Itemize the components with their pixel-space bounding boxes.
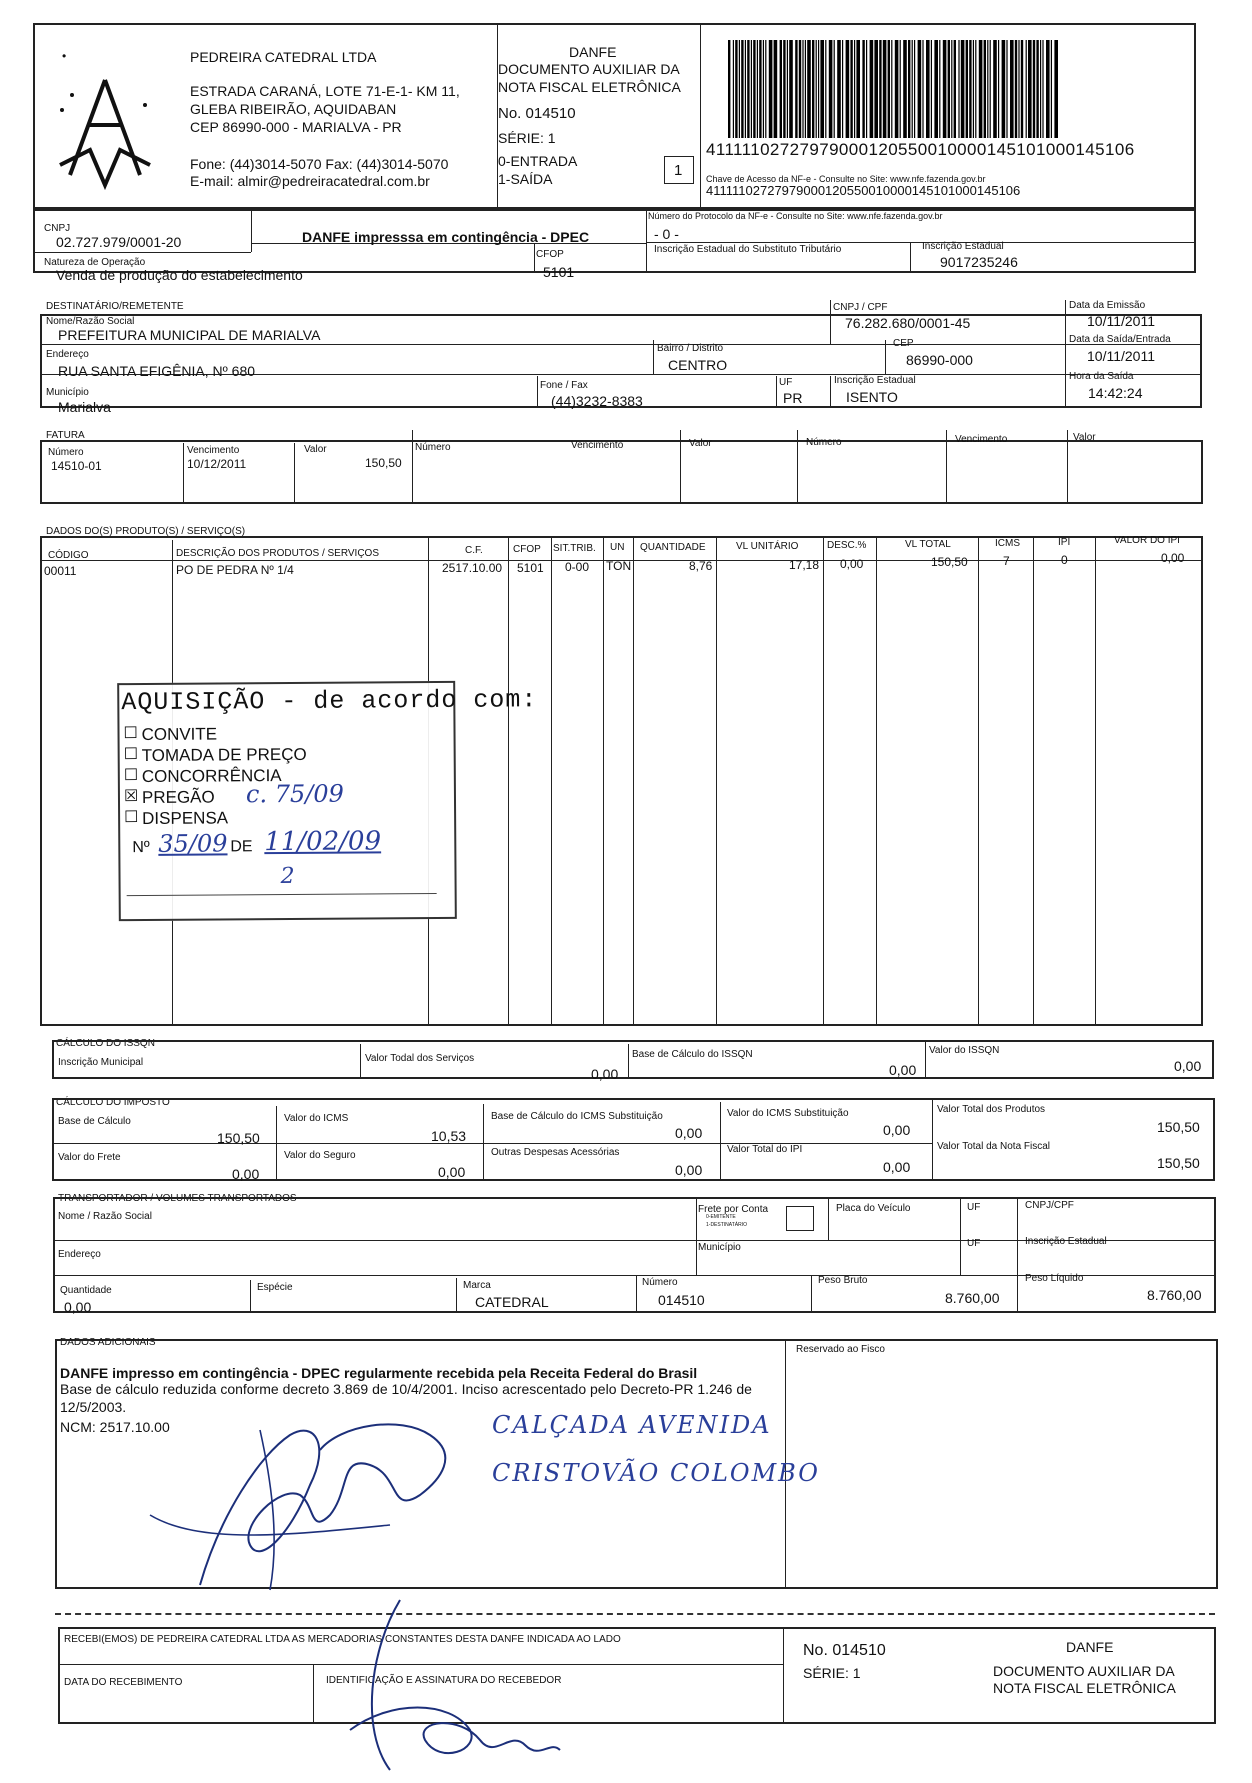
cell-total: 150,50 — [931, 555, 968, 569]
issuer-address-3: CEP 86990-000 - MARIALVA - PR — [190, 119, 402, 135]
barcode-bar — [1036, 40, 1038, 138]
district-label: Bairro / Distrito — [657, 343, 724, 354]
issqn-services: 0,00 — [591, 1066, 619, 1082]
freight-option-1: 1-DESTINATÁRIO — [706, 1222, 748, 1228]
barcode-bar — [922, 40, 923, 138]
barcode-bar — [943, 40, 947, 138]
barcode-bar — [908, 40, 910, 138]
barcode-bar — [966, 40, 968, 138]
logo-dot: • — [62, 49, 67, 63]
col-unit-value: VL UNITÁRIO — [736, 541, 799, 552]
barcode-bar — [1002, 40, 1006, 138]
access-key-label: Chave de Acesso da NF-e - Consulte no Site: www.nfe.fazenda.gov.br — [706, 174, 986, 184]
barcode-bar — [912, 40, 913, 138]
transport-section: TRANSPORTADOR / VOLUMES TRANSPORTADOS — [58, 1193, 297, 1204]
stamp-date: 11/02/09 — [264, 826, 382, 858]
barcode-bar — [1040, 40, 1041, 138]
transport-box — [53, 1197, 1216, 1313]
gross-weight-label: Peso Bruto — [818, 1275, 868, 1286]
col-code: CÓDIGO — [48, 550, 89, 561]
cell-cfop: 5101 — [517, 561, 544, 575]
receipt-signature-label: IDENTIFICAÇÃO E ASSINATURA DO RECEBEDOR — [326, 1675, 562, 1686]
barcode-bar — [1021, 40, 1023, 138]
barcode-bar — [900, 40, 901, 138]
barcode-bar — [753, 40, 755, 138]
acquisition-stamp — [117, 681, 538, 921]
barcode-bar — [1018, 40, 1019, 138]
invoice-value-label-2: Valor — [689, 438, 712, 449]
col-ipi: IPI — [1058, 537, 1071, 548]
tear-line — [55, 1613, 1215, 1615]
barcode-bar — [807, 40, 811, 138]
barcode-bar — [888, 40, 890, 138]
danfe-type: 1 — [674, 162, 683, 179]
contingency-title: DANFE impresssa em contingência - DPEC — [302, 229, 590, 245]
barcode-bar — [787, 40, 788, 138]
transport-ie-label: Inscrição Estadual — [1025, 1236, 1107, 1247]
barcode-bar — [774, 40, 778, 138]
receipt-series: SÉRIE: 1 — [803, 1665, 861, 1681]
barcode-bar — [879, 40, 881, 138]
invoice-due-label: Vencimento — [187, 445, 240, 456]
barcode-bar — [805, 40, 806, 138]
stamp-box-1: ☐ — [123, 725, 138, 743]
barcode-bar — [990, 40, 991, 138]
stamp-box-5: ☐ — [124, 809, 139, 827]
cell-icms: 7 — [1003, 554, 1010, 568]
barcode-bar — [795, 40, 797, 138]
transport-cnpj-label: CNPJ/CPF — [1025, 1200, 1074, 1211]
barcode-bar — [1054, 40, 1058, 138]
barcode-bar — [829, 40, 833, 138]
ie-substitute-label: Inscrição Estadual do Substituto Tributário — [654, 244, 842, 255]
cell-discount: 0,00 — [840, 557, 864, 571]
handwritten-note-1: CALÇADA AVENIDA — [492, 1411, 772, 1439]
col-cfop: CFOP — [513, 544, 541, 555]
stamp-title: AQUISIÇÃO - de acordo com: — [121, 685, 538, 718]
cell-unit-value: 17,18 — [789, 558, 820, 572]
recipient-ie: ISENTO — [846, 389, 898, 405]
handwritten-note-2: CRISTOVÃO COLOMBO — [492, 1459, 820, 1487]
barcode-bar — [856, 40, 860, 138]
tax-icms: 10,53 — [431, 1128, 467, 1144]
exit-time: 14:42:24 — [1088, 385, 1143, 401]
barcode-bar — [1028, 40, 1032, 138]
additional-contingency: DANFE impresso em contingência - DPEC regularmente recebida pela Receita Federal do Brasil — [60, 1365, 698, 1381]
invoice-due-label-2: Vencimento — [571, 440, 624, 451]
protocol-value: - 0 - — [654, 226, 679, 242]
recipient-name-label: Nome/Razão Social — [46, 316, 135, 327]
emitter-cfop: 5101 — [543, 264, 575, 280]
stamp-box-3: ☐ — [123, 767, 139, 785]
net-weight-label: Peso Líquido — [1025, 1273, 1084, 1284]
barcode-bar — [969, 40, 971, 138]
transport-city-label: Município — [698, 1242, 741, 1253]
recipient-name: PREFEITURA MUNICIPAL DE MARIALVA — [58, 327, 321, 343]
nature-label: Natureza de Operação — [44, 257, 146, 268]
col-cf: C.F. — [465, 545, 483, 556]
cell-quantity: 8,76 — [689, 559, 713, 573]
tax-insurance-label: Valor do Seguro — [284, 1150, 356, 1161]
tax-other-label: Outras Despesas Acessórias — [491, 1147, 620, 1158]
tax-ipi-label: Valor Total do IPI — [727, 1144, 803, 1155]
access-key-barcode — [728, 40, 1168, 140]
stamp-signature: 2 — [280, 863, 295, 890]
cnpj-label: CNPJ — [44, 223, 71, 234]
recipient-cnpj-label: CNPJ / CPF — [833, 302, 888, 313]
stamp-option-pregao: PREGÃO — [141, 787, 215, 808]
invoice-value: 150,50 — [365, 456, 402, 470]
barcode-bar — [918, 40, 922, 138]
recipient-uf-label: UF — [779, 377, 793, 388]
fisco-label: Reservado ao Fisco — [796, 1344, 885, 1355]
transport-uf-label: UF — [967, 1202, 981, 1213]
recipient-address-label: Endereço — [46, 349, 89, 360]
invoice-number-label: Número — [48, 447, 84, 458]
barcode-bar — [820, 40, 824, 138]
danfe-number: No. 014510 — [498, 105, 576, 122]
exit-time-label: Hora da Saída — [1069, 371, 1134, 382]
transport-number: 014510 — [658, 1292, 705, 1308]
exit-date-label: Data da Saída/Entrada — [1069, 334, 1171, 345]
issqn-value-label: Valor do ISSQN — [929, 1045, 1000, 1056]
stamp-option-dispensa: DISPENSA — [142, 808, 229, 829]
danfe-title: DANFE — [569, 44, 617, 60]
issuer-name: PEDREIRA CATEDRAL LTDA — [190, 49, 377, 65]
danfe-subtitle-1: DOCUMENTO AUXILIAR DA — [498, 61, 680, 77]
receipt-signature-scribble — [330, 1580, 590, 1780]
col-total: VL TOTAL — [905, 539, 951, 550]
barcode-bar — [958, 40, 959, 138]
col-description: DESCRIÇÃO DOS PRODUTOS / SERVIÇOS — [176, 548, 380, 559]
recipient-cnpj: 76.282.680/0001-45 — [845, 315, 971, 331]
barcode-bar — [948, 40, 950, 138]
emitter-ie: 9017235246 — [940, 254, 1018, 270]
receipt-number: No. 014510 — [803, 1642, 886, 1659]
barcode-bar — [870, 40, 874, 138]
barcode-bar — [741, 40, 743, 138]
barcode-bar — [802, 40, 803, 138]
cell-ipi: 0 — [1061, 553, 1068, 567]
recipient-phone-label: Fone / Fax — [540, 380, 588, 391]
emitter-cnpj: 02.727.979/0001-20 — [56, 234, 182, 250]
col-un: UN — [610, 542, 625, 553]
tax-base-st-label: Base de Cálculo do ICMS Substituição — [491, 1111, 663, 1122]
receipt-subtitle-2: NOTA FISCAL ELETRÔNICA — [993, 1680, 1176, 1696]
tax-other: 0,00 — [675, 1162, 703, 1178]
invoice-section: FATURA — [46, 430, 85, 441]
invoice-number-label-2: Número — [415, 442, 451, 453]
barcode-bar — [895, 40, 899, 138]
barcode-bar — [818, 40, 819, 138]
issuer-email: E-mail: almir@pedreiracatedral.com.br — [190, 173, 430, 189]
emission-date: 10/11/2011 — [1087, 313, 1155, 329]
recipient-cep-label: CEP — [893, 338, 914, 349]
barcode-bar — [1006, 40, 1007, 138]
col-quantity: QUANTIDADE — [640, 542, 706, 553]
barcode-bar — [816, 40, 817, 138]
plate-label: Placa do Veículo — [836, 1203, 911, 1214]
stamp-no-prefix: Nº — [132, 838, 150, 857]
access-key-small: 41111102727979000120550010000145101000145106 — [706, 183, 1021, 198]
barcode-bar — [973, 40, 974, 138]
access-key: 41111102727979000120550010000145101000145106 — [706, 140, 1135, 159]
barcode-bar — [1026, 40, 1027, 138]
cell-un: TON — [606, 559, 632, 573]
barcode-bar — [728, 40, 730, 138]
invoice-value-label-3: Valor — [1073, 432, 1096, 443]
transport-qty: 0,00 — [64, 1299, 92, 1315]
barcode-bar — [769, 40, 773, 138]
company-logo — [50, 55, 160, 195]
recipient-ie-label: Inscrição Estadual — [834, 375, 916, 386]
protocol-label: Número do Protocolo da NF-e - Consulte no Site: www.nfe.fazenda.gov.br — [648, 211, 943, 221]
additional-line-2: Base de cálculo reduzida conforme decreto 3.869 de 10/4/2001. Inciso acrescentado pelo Decreto-PR 1.246 de — [60, 1381, 752, 1397]
additional-ncm: NCM: 2517.10.00 — [60, 1419, 170, 1435]
barcode-bar — [1046, 40, 1050, 138]
issqn-base-label: Base de Cálculo do ISSQN — [632, 1049, 753, 1060]
col-sit-trib: SIT.TRIB. — [553, 543, 596, 554]
transport-number-label: Número — [642, 1277, 678, 1288]
barcode-bar — [866, 40, 867, 138]
barcode-bar — [979, 40, 983, 138]
invoice-number: 14510-01 — [51, 459, 102, 473]
recipient-phone: (44)3232-8383 — [551, 393, 643, 409]
receipt-date-label: DATA DO RECEBIMENTO — [64, 1677, 183, 1688]
receipt-subtitle-1: DOCUMENTO AUXILIAR DA — [993, 1663, 1175, 1679]
cell-description: PO DE PEDRA Nº 1/4 — [176, 563, 294, 577]
gross-weight: 8.760,00 — [945, 1290, 1000, 1306]
stamp-option-convite: CONVITE — [141, 724, 218, 745]
cell-code: 00011 — [44, 564, 77, 578]
tax-section: CÁLCULO DO IMPOSTO — [56, 1097, 170, 1108]
tax-insurance: 0,00 — [438, 1164, 466, 1180]
emission-date-label: Data da Emissão — [1069, 300, 1146, 311]
barcode-bar — [993, 40, 997, 138]
barcode-bar — [1033, 40, 1035, 138]
barcode-bar — [987, 40, 988, 138]
receipt-title: DANFE — [1066, 1639, 1114, 1655]
barcode-bar — [951, 40, 952, 138]
barcode-bar — [903, 40, 907, 138]
barcode-bar — [926, 40, 930, 138]
barcode-bar — [850, 40, 852, 138]
barcode-bar — [751, 40, 752, 138]
brand-label: Marca — [463, 1280, 491, 1291]
barcode-bar — [745, 40, 746, 138]
barcode-bar — [735, 40, 737, 138]
barcode-bar — [837, 40, 841, 138]
barcode-bar — [998, 40, 999, 138]
tax-icms-st: 0,00 — [883, 1122, 911, 1138]
barcode-bar — [891, 40, 892, 138]
barcode-bar — [759, 40, 761, 138]
issqn-base: 0,00 — [889, 1062, 917, 1078]
barcode-bar — [763, 40, 764, 138]
issqn-section: CÁLCULO DO ISSQN — [56, 1038, 155, 1049]
tax-icms-st-label: Valor do ICMS Substituição — [727, 1108, 849, 1119]
col-discount: DESC.% — [827, 540, 867, 551]
transport-name-label: Nome / Razão Social — [58, 1211, 152, 1222]
recipient-cep: 86990-000 — [906, 352, 973, 368]
net-weight: 8.760,00 — [1147, 1287, 1202, 1303]
barcode-bar — [914, 40, 915, 138]
additional-line-3: 12/5/2003. — [60, 1399, 127, 1415]
emitter-box — [33, 209, 1196, 273]
barcode-bar — [789, 40, 793, 138]
invoice-value-label: Valor — [304, 444, 327, 455]
barcode-bar — [931, 40, 932, 138]
barcode-bar — [874, 40, 878, 138]
tax-ipi: 0,00 — [883, 1159, 911, 1175]
tax-base-label: Base de Cálculo — [58, 1116, 131, 1127]
barcode-bar — [975, 40, 976, 138]
stamp-pregao-number: c. 75/09 — [245, 779, 344, 809]
issqn-value: 0,00 — [1174, 1058, 1202, 1074]
barcode-bar — [1042, 40, 1043, 138]
barcode-bar — [862, 40, 864, 138]
issuer-address-2: GLEBA RIBEIRÃO, AQUIDABAN — [190, 101, 397, 117]
barcode-bar — [842, 40, 843, 138]
transport-freight-label: Frete por Conta — [698, 1204, 769, 1215]
tax-icms-label: Valor do ICMS — [284, 1113, 349, 1124]
stamp-option-tomada: TOMADA DE PREÇO — [141, 744, 307, 766]
barcode-bar — [812, 40, 814, 138]
issuer-phone: Fone: (44)3014-5070 Fax: (44)3014-5070 — [190, 156, 449, 172]
col-icms: ICMS — [995, 538, 1020, 549]
issqn-services-label: Valor Todal dos Serviços — [365, 1053, 475, 1064]
recipient-uf: PR — [783, 390, 803, 406]
freight-checkbox — [786, 1206, 814, 1231]
barcode-bar — [747, 40, 749, 138]
tax-note-total: 150,50 — [1157, 1155, 1200, 1171]
barcode-bar — [783, 40, 785, 138]
barcode-bar — [854, 40, 855, 138]
barcode-bar — [825, 40, 826, 138]
operation-nature: Venda de produção do estabelecimento — [56, 267, 303, 283]
barcode-bar — [1051, 40, 1052, 138]
cell-ipi-value: 0,00 — [1161, 551, 1185, 565]
recipient-district: CENTRO — [668, 357, 728, 373]
stamp-de: DE — [230, 838, 253, 856]
barcode-bar — [799, 40, 801, 138]
barcode-bar — [834, 40, 835, 138]
cell-sit-trib: 0-00 — [565, 560, 590, 574]
freight-option-0: 0-EMITENTE — [706, 1214, 736, 1220]
barcode-bar — [939, 40, 940, 138]
recipient-address: RUA SANTA EFIGÊNIA, Nº 680 — [58, 363, 256, 379]
cell-cf: 2517.10.00 — [442, 561, 503, 575]
receipt-statement: RECEBI(EMOS) DE PEDREIRA CATEDRAL LTDA AS MERCADORIAS CONSTANTES DESTA DANFE INDICADA AO LADO — [64, 1634, 621, 1645]
barcode-bar — [961, 40, 965, 138]
species-label: Espécie — [257, 1282, 293, 1293]
issuer-address-1: ESTRADA CARANÁ, LOTE 71-E-1- KM 11, — [190, 83, 460, 99]
products-section: DADOS DO(S) PRODUTO(S) / SERVIÇO(S) — [46, 526, 246, 537]
stamp-box-2: ☐ — [123, 746, 139, 764]
tax-freight-label: Valor do Frete — [58, 1152, 121, 1163]
ie-label: Inscrição Estadual — [922, 241, 1004, 252]
tax-base: 150,50 — [217, 1130, 260, 1146]
tax-freight: 0,00 — [232, 1166, 260, 1182]
barcode-bar — [733, 40, 734, 138]
barcode-bar — [954, 40, 956, 138]
tax-note-total-label: Valor Total da Nota Fiscal — [937, 1141, 1051, 1152]
stamp-process-number: 35/09 — [158, 829, 228, 858]
transport-uf2-label: UF — [967, 1238, 981, 1249]
danfe-series: SÉRIE: 1 — [498, 130, 556, 146]
signature-scribble — [140, 1395, 480, 1595]
qty-label: Quantidade — [60, 1285, 112, 1296]
recipient-section: DESTINATÁRIO/REMETENTE — [46, 301, 184, 312]
barcode-bar — [1010, 40, 1014, 138]
tax-products-total: 150,50 — [1157, 1119, 1200, 1135]
danfe-subtitle-2: NOTA FISCAL ELETRÔNICA — [498, 79, 681, 95]
tax-base-st: 0,00 — [675, 1125, 703, 1141]
recipient-city: Marialva — [58, 399, 111, 415]
additional-section: DADOS ADICIONAIS — [60, 1337, 156, 1348]
barcode-bar — [780, 40, 782, 138]
invoice-due-label-3: Vencimento — [955, 434, 1008, 445]
barcode-bar — [984, 40, 986, 138]
transport-address-label: Endereço — [58, 1249, 101, 1260]
danfe-exit: 1-SAÍDA — [498, 171, 553, 187]
barcode-bar — [846, 40, 850, 138]
cfop-label: CFOP — [536, 249, 564, 260]
barcode-bar — [757, 40, 758, 138]
barcode-bar — [765, 40, 766, 138]
exit-date: 10/11/2011 — [1087, 348, 1155, 364]
tax-products-total-label: Valor Total dos Produtos — [937, 1104, 1046, 1115]
recipient-city-label: Município — [46, 387, 89, 398]
transport-brand: CATEDRAL — [475, 1294, 549, 1310]
col-ipi-value: VALOR DO IPI — [1114, 535, 1180, 546]
danfe-type-box — [664, 156, 694, 184]
danfe-entry: 0-ENTRADA — [498, 153, 578, 169]
issqn-im-label: Inscrição Municipal — [58, 1057, 144, 1068]
barcode-bar — [883, 40, 887, 138]
barcode-bar — [739, 40, 740, 138]
stamp-check: ☒ — [123, 788, 139, 806]
barcode-bar — [1015, 40, 1017, 138]
invoice-number-label-3: Número — [806, 437, 842, 448]
stamp-option-concorrencia: CONCORRÊNCIA — [141, 766, 282, 787]
invoice-due: 10/12/2011 — [187, 457, 247, 471]
barcode-bar — [934, 40, 938, 138]
